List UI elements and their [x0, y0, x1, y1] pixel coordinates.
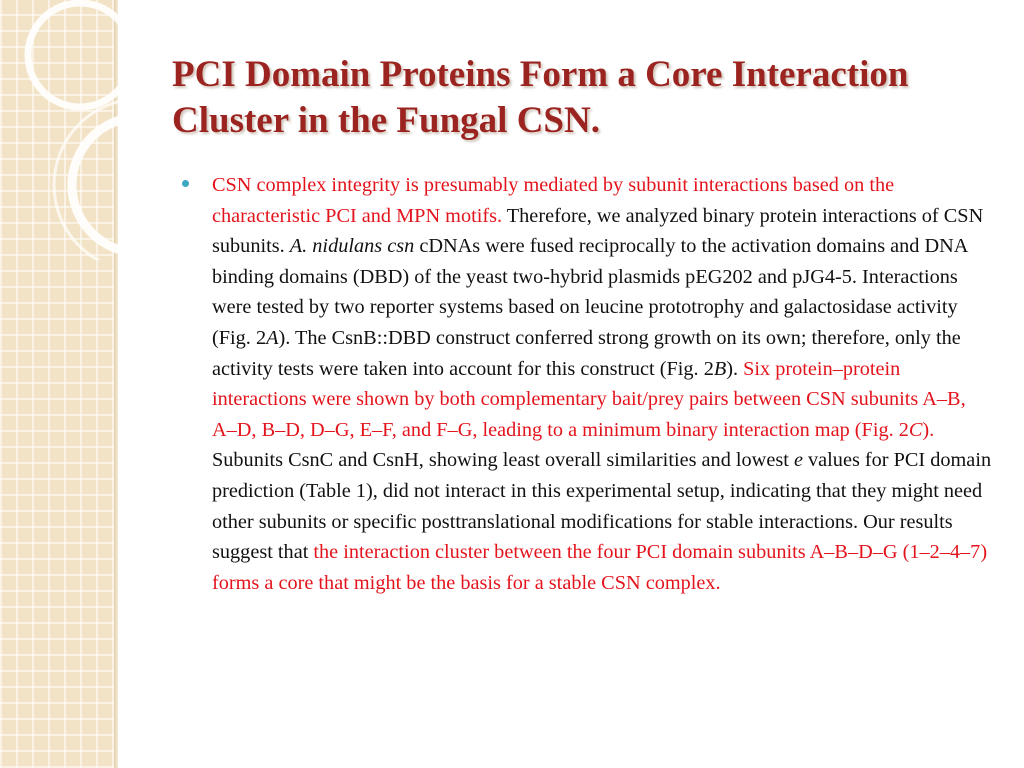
decorative-rings: [0, 0, 150, 260]
italic-fig-ref-a: A: [266, 326, 279, 349]
highlight-interactions-text: Six protein–protein interactions were shown by both complementary bait/prey pairs between CSN subunits A–B, A–D, B–D, D–G, E–F, and F–G, leading to a minimum binary interaction map (Fig. 2: [212, 357, 966, 441]
text-methods-sentence: cDNAs were fused reciprocally to the activation domains and DNA binding domains (DBD) of the yeast two-hybrid plasmids pEG202 and pJG4-5. Interactions were tested by two reporter systems based on leucine prototrophy and galactosidase activity (Fig. 2: [212, 235, 968, 349]
slide-title: PCI Domain Proteins Form a Core Interaction Cluster in the Fungal CSN.: [172, 54, 909, 141]
text-csnb-sentence: ). The CsnB::DBD construct conferred strong growth on its own; therefore, only the activity tests were taken into account for this construct (Fig. 2: [212, 326, 961, 380]
slide-content: [182, 170, 992, 598]
bullet-dot: [182, 180, 189, 187]
highlight-interactions-close: ).: [922, 418, 935, 441]
italic-species-name: A. nidulans csn: [289, 235, 415, 258]
highlight-core-cluster-sentence: the interaction cluster between the four PCI domain subunits A–B–D–G (1–2–4–7) forms a core that might be the basis for a stable CSN complex.: [212, 541, 988, 594]
text-analysis-sentence: Therefore, we analyzed binary protein interactions of CSN subunits.: [212, 204, 984, 258]
highlight-integrity-sentence: CSN complex integrity is presumably mediated by subunit interactions based on the characteristic PCI and MPN motifs.: [212, 174, 895, 227]
italic-fig-ref-b: B: [713, 357, 727, 380]
text-results-sentence: values for PCI domain prediction (Table 1), did not interact in this experimental setup, indicating that they might need other subunits or specific posttranslational modifications for stable interactions. Our results suggest that: [212, 449, 992, 564]
italic-fig-ref-c: C: [908, 418, 923, 441]
bullet-paragraph: [212, 170, 992, 598]
text-fig-b-close: ).: [726, 357, 744, 380]
text-csnc-csnh-sentence: Subunits CsnC and CsnH, showing least overall similarities and lowest: [212, 449, 794, 472]
italic-e-value: e: [793, 449, 803, 472]
